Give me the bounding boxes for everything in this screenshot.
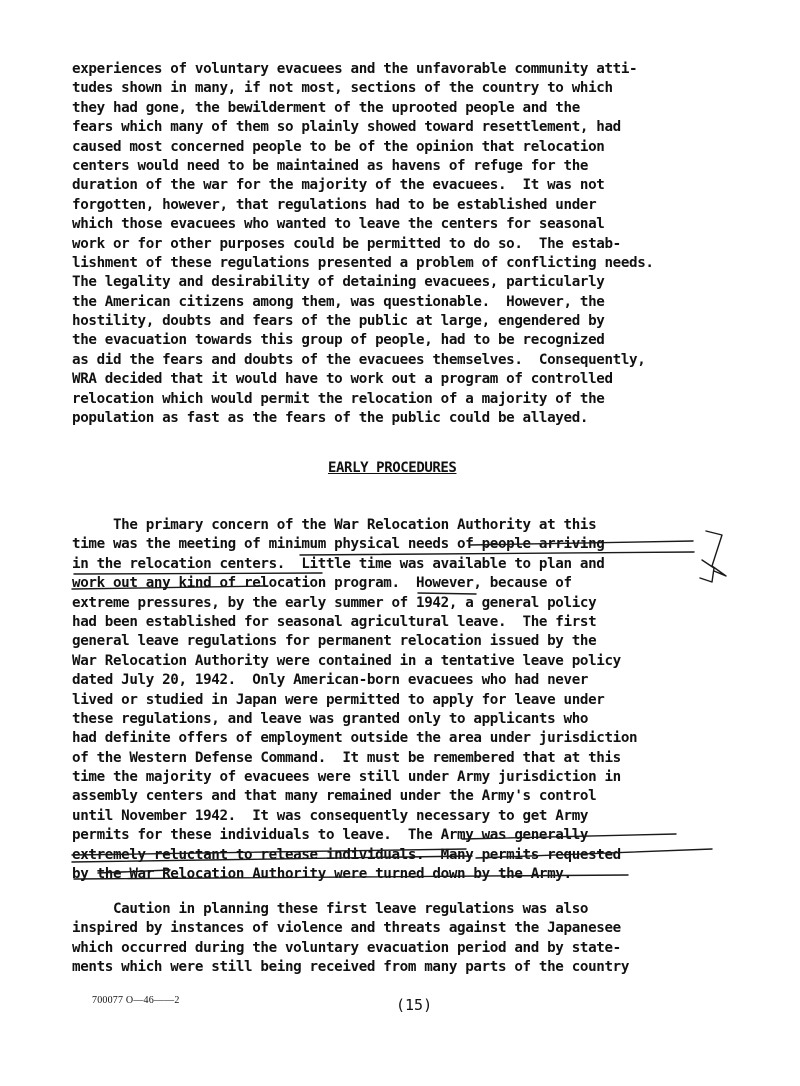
page-number: (15) [396,996,433,1014]
text-line: fears which many of them so plainly showed toward resettlement, had [72,119,621,136]
text-line: centers would need to be maintained as havens of refuge for the [72,157,589,174]
text-line: assembly centers and that many remained under the Army's control [72,788,597,805]
paragraph-2 [72,516,752,884]
text-line: general leave regulations for permanent relocation issued by the [72,633,597,650]
text-line: had been established for seasonal agricultural leave. The first [72,613,597,630]
text-line: by the War Relocation Authority were turned down by the Army. [72,866,572,883]
text-line: they had gone, the bewilderment of the uprooted people and the [72,99,580,116]
text-line: lishment of these regulations presented a problem of conflicting needs. [72,254,654,271]
text-line: work or for other purposes could be permitted to do so. The estab- [72,235,621,252]
paragraph-1 [72,60,752,428]
text-line: which those evacuees who wanted to leave the centers for seasonal [72,216,605,233]
text-line: work out any kind of relocation program. However, because of [72,575,572,592]
text-line: the American citizens among them, was questionable. However, the [72,293,605,310]
text-line: extremely reluctant to release individuals. Many permits requested [72,846,621,863]
text-line: experiences of voluntary evacuees and the unfavorable community atti- [72,61,638,77]
text-line: in the relocation centers. Little time was available to plan and [72,555,605,572]
text-line: hostility, doubts and fears of the public at large, engendered by [72,313,605,330]
text-line: lived or studied in Japan were permitted to apply for leave under [72,691,605,708]
text-line: The primary concern of the War Relocation Authority at this [72,517,597,533]
text-line: time was the meeting of minimum physical needs of people arriving [72,536,605,553]
text-line: as did the fears and doubts of the evacuees themselves. Consequently, [72,351,646,368]
text-line: ments which were still being received from many parts of the country [72,959,630,976]
text-line: War Relocation Authority were contained in a tentative leave policy [72,652,621,669]
text-line: Caution in planning these first leave regulations was also [72,901,589,917]
section-heading: EARLY PROCEDURES [328,460,457,476]
text-line: The legality and desirability of detaining evacuees, particularly [72,274,605,291]
text-line: time the majority of evacuees were still under Army jurisdiction in [72,769,621,786]
printer-code: 700077 O—46——2 [92,995,180,1006]
text-line: relocation which would permit the relocation of a majority of the [72,390,605,407]
text-line: had definite offers of employment outside the area under jurisdiction [72,730,638,747]
text-line: dated July 20, 1942. Only American-born evacuees who had never [72,672,589,689]
text-line: forgotten, however, that regulations had to be established under [72,196,597,213]
text-line: the evacuation towards this group of people, had to be recognized [72,332,605,349]
text-line: permits for these individuals to leave. The Army was generally [72,827,589,844]
text-line: WRA decided that it would have to work out a program of controlled [72,371,613,388]
text-line: population as fast as the fears of the public could be allayed. [72,410,589,427]
text-line: until November 1942. It was consequently necessary to get Army [72,807,589,824]
paragraph-3 [72,900,752,978]
text-line: inspired by instances of violence and threats against the Japanesee [72,920,621,937]
text-line: caused most concerned people to be of the opinion that relocation [72,138,605,155]
text-line: tudes shown in many, if not most, sections of the country to which [72,80,613,97]
text-line: duration of the war for the majority of the evacuees. It was not [72,177,605,194]
text-line: of the Western Defense Command. It must be remembered that at this [72,749,621,766]
text-line: these regulations, and leave was granted only to applicants who [72,710,589,727]
text-line: which occurred during the voluntary evacuation period and by state- [72,939,621,956]
text-line: extreme pressures, by the early summer of 1942, a general policy [72,594,597,611]
